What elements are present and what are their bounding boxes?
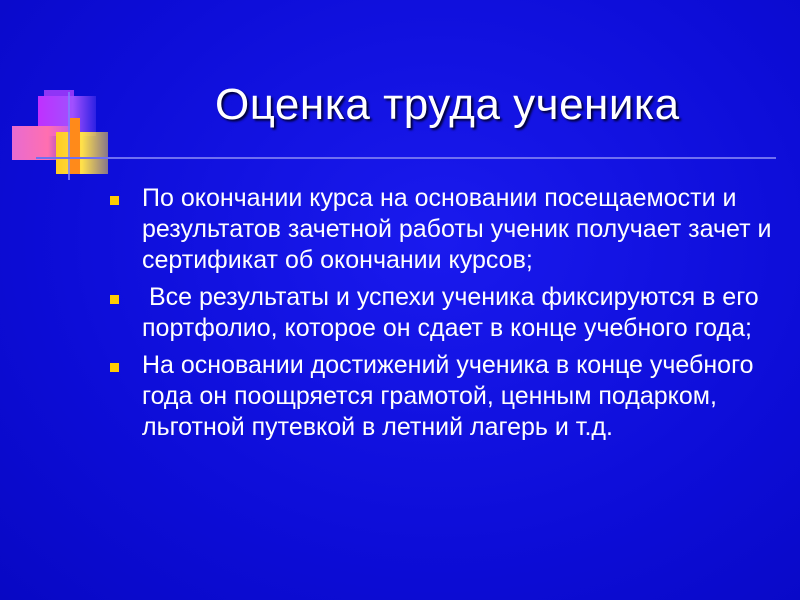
list-item	[110, 350, 780, 443]
title-underline	[36, 157, 776, 159]
bullet-list	[110, 183, 780, 449]
yellow-square	[56, 132, 108, 174]
bullet-text: На основании достижений ученика в конце учебного года он поощряется грамотой, ценным подарком, льготной путевкой в летний лагерь и т.д.	[142, 351, 761, 441]
orange-bar	[70, 118, 80, 174]
bullet-square-icon	[110, 196, 119, 205]
list-item	[110, 183, 780, 276]
list-item	[110, 282, 780, 344]
bullet-square-icon	[110, 295, 119, 304]
slide-title: Оценка труда ученика	[215, 80, 680, 129]
vertical-divider	[68, 92, 70, 180]
bullet-text: По окончании курса на основании посещаемости и результатов зачетной работы ученик получает зачет и сертификат об окончании курсов;	[142, 184, 779, 274]
bullet-square-icon	[110, 363, 119, 372]
decorative-squares-icon	[0, 0, 160, 200]
bullet-text: Все результаты и успехи ученика фиксируются в его портфолио, которое он сдает в конце учебного года;	[142, 283, 766, 342]
